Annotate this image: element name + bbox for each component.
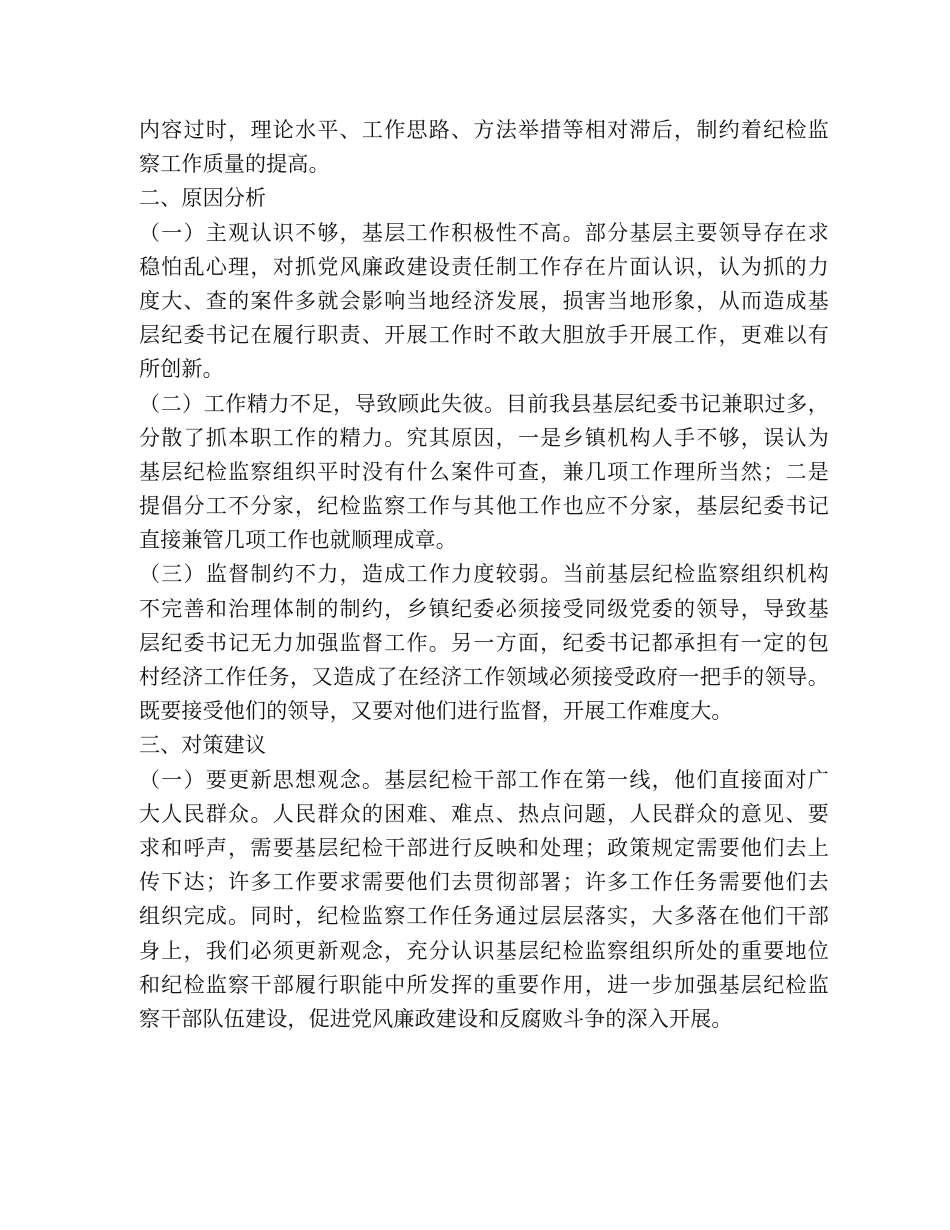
- text-line: 基层纪检监察组织平时没有什么案件可查，兼几项工作理所当然；二是: [139, 459, 829, 484]
- text-line: 察工作质量的提高。: [139, 152, 330, 177]
- text-line: 稳怕乱心理，对抓党风廉政建设责任制工作存在片面认识，认为抓的力: [139, 254, 829, 279]
- text-line: 村经济工作任务，又造成了在经济工作领域必须接受政府一把手的领导。: [139, 665, 829, 689]
- text-line: 内容过时，理论水平、工作思路、方法举措等相对滞后，制约着纪检监: [139, 118, 829, 142]
- text-line: 组织完成。同时，纪检监察工作任务通过层层落实，大多落在他们干部: [139, 904, 829, 929]
- text-line: 不完善和治理体制的制约，乡镇纪委必须接受同级党委的领导，导致基: [139, 596, 829, 621]
- text-line: 求和呼声，需要基层纪检干部进行反映和处理；政策规定需要他们去上: [139, 835, 829, 860]
- text-line: 和纪检监察干部履行职能中所发挥的重要作用，进一步加强基层纪检监: [139, 972, 829, 997]
- text-line: 察干部队伍建设，促进党风廉政建设和反腐败斗争的深入开展。: [139, 1006, 733, 1031]
- text-line: 三、对策建议: [139, 733, 267, 758]
- text-line: 分散了抓本职工作的精力。究其原因，一是乡镇机构人手不够，误认为: [139, 425, 829, 450]
- text-line: 传下达；许多工作要求需要他们去贯彻部署；许多工作任务需要他们去: [139, 870, 829, 895]
- text-line: 提倡分工不分家，纪检监察工作与其他工作也应不分家，基层纪委书记: [139, 494, 829, 519]
- text-line: 大人民群众。人民群众的困难、难点、热点问题，人民群众的意见、要: [139, 801, 829, 826]
- text-line: 度大、查的案件多就会影响当地经济发展，损害当地形象，从而造成基: [139, 288, 829, 313]
- text-line: 既要接受他们的领导，又要对他们进行监督，开展工作难度大。: [139, 699, 733, 724]
- text-line: 层纪委书记无力加强监督工作。另一方面，纪委书记都承担有一定的包: [139, 630, 829, 655]
- text-line: 所创新。: [139, 357, 224, 382]
- text-line: 直接兼管几项工作也就顺理成章。: [139, 528, 457, 553]
- text-line: （一）要更新思想观念。基层纪检干部工作在第一线，他们直接面对广: [139, 767, 829, 792]
- text-line: （一）主观认识不够，基层工作积极性不高。部分基层主要领导存在求: [139, 220, 829, 245]
- document-body: [139, 113, 829, 1036]
- text-line: 层纪委书记在履行职责、开展工作时不敢大胆放手开展工作，更难以有: [139, 323, 829, 348]
- text-line: 二、原因分析: [139, 186, 267, 211]
- text-line: 身上，我们必须更新观念，充分认识基层纪检监察组织所处的重要地位: [139, 938, 829, 963]
- text-line: （三）监督制约不力，造成工作力度较弱。当前基层纪检监察组织机构: [139, 562, 829, 587]
- text-line: （二）工作精力不足，导致顾此失彼。目前我县基层纪委书记兼职过多，: [139, 391, 829, 416]
